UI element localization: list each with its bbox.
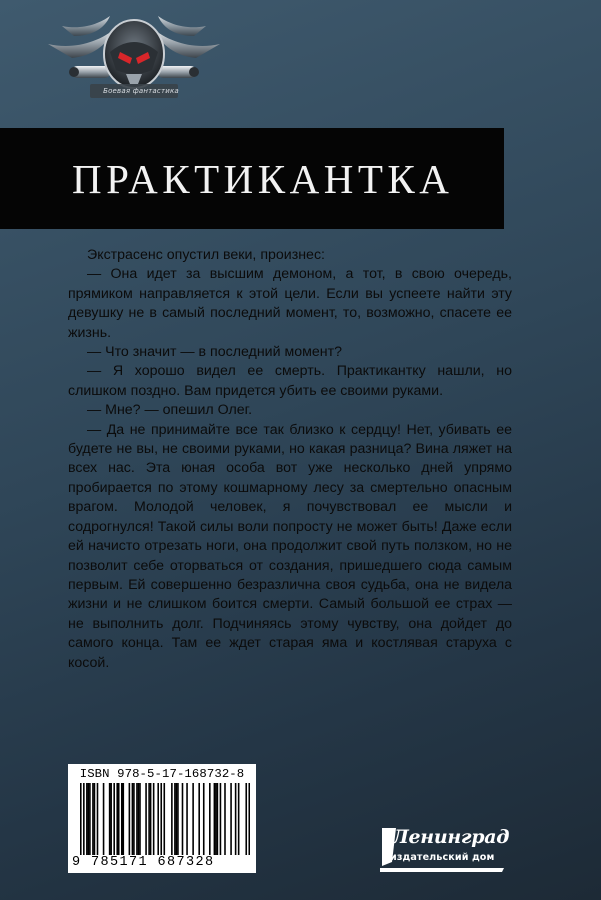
barcode-bar xyxy=(214,783,216,855)
barcode-bar xyxy=(203,783,205,855)
publisher-subtitle: издательский дом xyxy=(390,852,495,863)
barcode-bar xyxy=(121,783,123,855)
logo-caption: Боевая фантастика xyxy=(103,87,179,95)
barcode-icon xyxy=(80,783,250,855)
barcode-bar xyxy=(132,783,134,855)
barcode-bar xyxy=(133,783,135,855)
barcode-bar xyxy=(160,783,162,855)
barcode-bar xyxy=(110,783,112,855)
barcode-bar xyxy=(139,783,141,855)
barcode-bar xyxy=(129,783,131,855)
blurb-text xyxy=(68,246,512,673)
barcode-bar xyxy=(163,783,165,855)
barcode-bar xyxy=(145,783,147,855)
barcode-bar xyxy=(209,783,211,855)
isbn-barcode-block xyxy=(68,764,256,873)
publisher-name: Ленинград xyxy=(392,826,510,848)
barcode-bar xyxy=(238,783,240,855)
barcode-bar xyxy=(113,783,115,855)
barcode-bar xyxy=(224,783,226,855)
barcode-bar xyxy=(86,783,88,855)
barcode-bar xyxy=(88,783,90,855)
book-title: ПРАКТИКАНТКА xyxy=(72,155,454,202)
barcode-bar xyxy=(118,783,120,855)
barcode-bar xyxy=(123,783,125,855)
barcode-bar xyxy=(94,783,96,855)
barcode-bar xyxy=(174,783,176,855)
barcode-bar xyxy=(171,783,173,855)
barcode-bar xyxy=(186,783,188,855)
isbn-digits: 9 785171 687328 xyxy=(72,855,215,870)
barcode-bar xyxy=(230,783,232,855)
barcode-bar xyxy=(97,783,99,855)
barcode-bar xyxy=(198,783,200,855)
barcode-bar xyxy=(109,783,111,855)
isbn-label: ISBN 978-5-17-168732-8 xyxy=(79,767,245,781)
blurb-paragraph: Экстрасенс опустил веки, произнес: xyxy=(87,247,325,263)
barcode-bar xyxy=(245,783,247,855)
barcode-bar xyxy=(217,783,219,855)
barcode-bar xyxy=(177,783,179,855)
blurb-paragraph: — Да не принимайте все так близко к сердцу! Нет, убивать ее будете не вы, не своими руками, но какая разница? Вина ляжет на всех нас. Эта юная особа вот уже несколько дней упрямо пробирается по этому кошмарному лесу за смертельно опасным врагом. Молодой человек, я почувствовал ее мысли и содрогнулся! Такой силы воли попросту не может быть! Даже если ей начисто отрезать ноги, она продолжит свой путь ползком, но не позволит себе оторваться от создания, пришедшего сюда самым первым. Ей совершенно безразлична своя судьба, она не видела жизни и не слишком боится смерти. Самый большой ее страх — не выполнить долг. Подчиняясь этому чувству, она дойдет до самого конца. Там ее ждет старая яма и костлявая старуха с косой. xyxy=(68,421,512,671)
barcode-bar xyxy=(116,783,118,855)
barcode-bar xyxy=(235,783,237,855)
barcode-bar xyxy=(148,783,150,855)
blurb-paragraph: — Мне? — опешил Олег. xyxy=(87,402,253,419)
barcode-bar xyxy=(103,783,105,855)
barcode-bar xyxy=(83,783,85,855)
barcode-bar xyxy=(153,783,155,855)
blurb-paragraph: — Она идет за высшим демоном, а тот, в свою очередь, прямиком направляется к этой цели. Если вы успеете найти эту девушку не в самый последний момент, то, возможно, спасете ее жизнь. xyxy=(68,266,512,341)
barcode-bar xyxy=(176,783,178,855)
barcode-bar xyxy=(80,783,82,855)
blurb-paragraph: — Что значит — в последний момент? xyxy=(87,344,342,361)
barcode-bar xyxy=(248,783,250,855)
barcode-bar xyxy=(192,783,194,855)
barcode-bar xyxy=(150,783,152,855)
barcode-bar xyxy=(215,783,217,855)
blurb-paragraph: — Я хорошо видел ее смерть. Практикантку нашли, но слишком поздно. Вам придется убить ее своими руками. xyxy=(68,363,512,399)
barcode-bar xyxy=(157,783,159,855)
barcode-bar xyxy=(89,783,91,855)
title-band xyxy=(0,128,504,229)
barcode-bar xyxy=(220,783,222,855)
barcode-bar xyxy=(182,783,184,855)
barcode-bar xyxy=(138,783,140,855)
barcode-bar xyxy=(92,783,94,855)
barcode-bar xyxy=(136,783,138,855)
